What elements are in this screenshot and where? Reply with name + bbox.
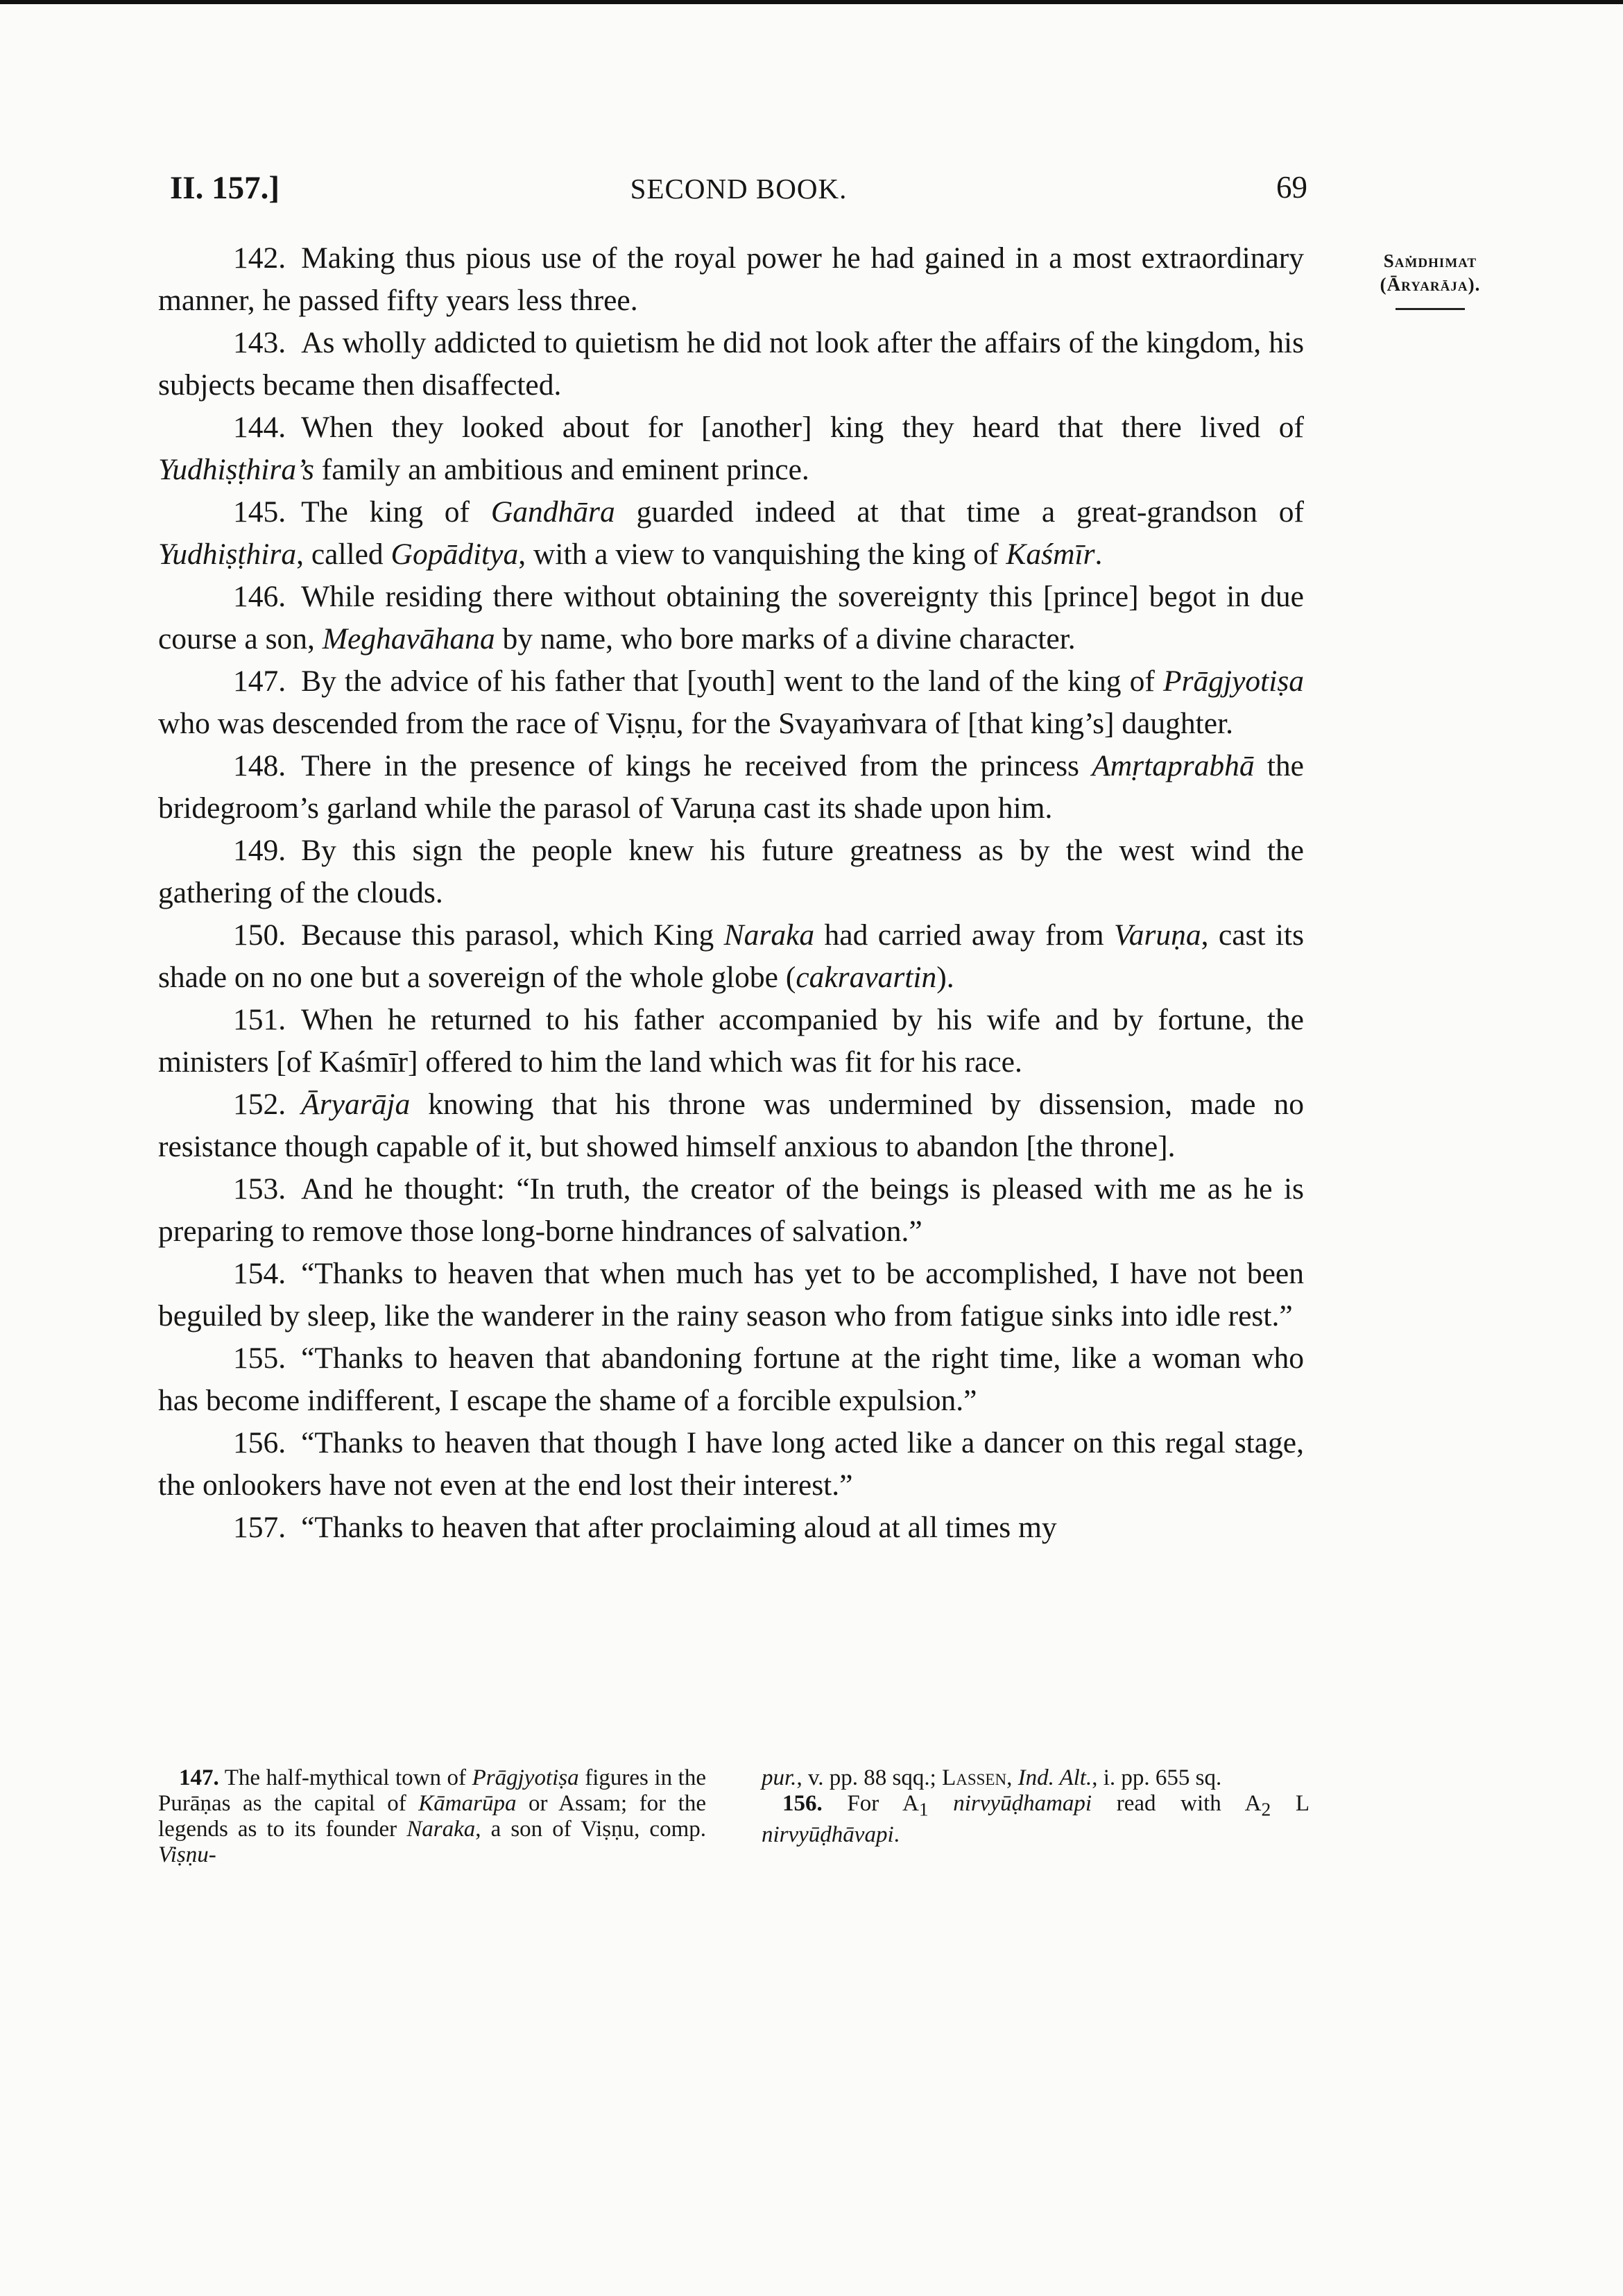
verse-text: By the advice of his father that [youth] went to the land of the king of Prāgjyotiṣa who was descended from the race of Viṣṇu, for the Svayaṁvara of [that king’s] daughter. <box>158 665 1304 740</box>
verse-number: 145. <box>233 495 286 529</box>
verse-number: 154. <box>233 1257 286 1290</box>
margin-note-alias: (Āryarāja). <box>1380 273 1481 295</box>
verse-number: 148. <box>233 749 286 782</box>
verse-paragraph <box>158 914 1304 999</box>
verse-number: 155. <box>233 1342 286 1375</box>
verse-text: And he thought: “In truth, the creator of the beings is pleased with me as he is preparing to remove those long-borne hindrances of salvation.” <box>158 1172 1304 1248</box>
verse-text: The king of Gandhāra guarded indeed at that time a great-grandson of Yudhiṣṭhira, called Gopāditya, with a view to vanquishing the king of Kaśmīr. <box>158 495 1304 571</box>
verse-paragraph <box>158 830 1304 914</box>
verse-text: There in the presence of kings he received from the princess Amṛtaprabhā the bridegroom’s garland while the parasol of Varuṇa cast its shade upon him. <box>158 749 1304 825</box>
verse-text: “Thanks to heaven that abandoning fortune at the right time, like a woman who has become indifferent, I escape the shame of a forcible expulsion.” <box>158 1342 1304 1417</box>
footnotes-left-column <box>158 1765 706 1868</box>
book-title: SECOND BOOK. <box>630 173 848 205</box>
footnote: 156. For $A_1$ nirvyūḍhamapi read with $A_2$ L nirvyūḍhāvapi. <box>762 1791 1309 1847</box>
top-border <box>0 0 1623 4</box>
verse-text: By this sign the people knew his future greatness as by the west wind the gathering of the clouds. <box>158 834 1304 909</box>
verse-number: 149. <box>233 834 286 867</box>
verse-paragraph <box>158 406 1304 491</box>
verse-number: 157. <box>233 1511 286 1544</box>
verse-text: Āryarāja knowing that his throne was undermined by dissension, made no resistance though capable of it, but showed himself anxious to abandon [the throne]. <box>158 1088 1304 1163</box>
verse-paragraph <box>158 491 1304 576</box>
verse-text: When they looked about for [another] king they heard that there lived of Yudhiṣṭhira’s family an ambitious and eminent prince. <box>158 411 1304 486</box>
verse-paragraph <box>158 322 1304 406</box>
verse-number: 150. <box>233 918 286 952</box>
footnotes-right-column <box>762 1765 1309 1868</box>
verse-number: 151. <box>233 1003 286 1036</box>
margin-note <box>1361 250 1500 310</box>
verse-text: “Thanks to heaven that though I have long acted like a dancer on this regal stage, the onlookers have not even at the end lost their interest.” <box>158 1426 1304 1502</box>
verse-text: “Thanks to heaven that after proclaiming aloud at all times my <box>301 1511 1057 1544</box>
footnote: 147. The half-mythical town of Prāgjyotiṣa figures in the Purāṇas as the capital of Kāmarūpa or Assam; for the legends as to its founder Naraka, a son of Viṣṇu, comp. Viṣṇu- <box>158 1765 707 1867</box>
verse-paragraph <box>158 1507 1304 1549</box>
verse-paragraph <box>158 237 1304 322</box>
margin-note-name: Saṁdhimat <box>1383 250 1477 271</box>
footnotes <box>158 1765 1309 1868</box>
footnote: pur., v. pp. 88 sqq.; Lassen, Ind. Alt., i. pp. 655 sq. <box>762 1765 1222 1790</box>
verse-number: 153. <box>233 1172 286 1206</box>
verse-paragraph <box>158 745 1304 830</box>
verse-number: 147. <box>233 665 286 698</box>
verse-paragraph <box>158 660 1304 745</box>
verse-paragraph <box>158 1083 1304 1168</box>
verse-number: 144. <box>233 411 286 444</box>
verse-paragraph <box>158 576 1304 660</box>
page-number: 69 <box>1276 170 1307 205</box>
verse-number: 146. <box>233 580 286 613</box>
verse-text: Making thus pious use of the royal power he had gained in a most extraordinary manner, he passed fifty years less three. <box>158 241 1304 317</box>
section-reference: II. 157.] <box>170 170 280 206</box>
verse-text: “Thanks to heaven that when much has yet to be accomplished, I have not been beguiled by sleep, like the wanderer in the rainy season who from fatigue sinks into idle rest.” <box>158 1257 1304 1333</box>
verse-number: 142. <box>233 241 286 275</box>
verse-text: When he returned to his father accompanied by his wife and by fortune, the ministers [of Kaśmīr] offered to him the land which was fit for his race. <box>158 1003 1304 1079</box>
verse-paragraph <box>158 1168 1304 1253</box>
verse-paragraph <box>158 1253 1304 1337</box>
running-header <box>170 169 1307 218</box>
verse-text: While residing there without obtaining the sovereignty this [prince] begot in due course a son, Meghavāhana by name, who bore marks of a divine character. <box>158 580 1304 656</box>
verse-paragraph <box>158 1422 1304 1507</box>
verse-number: 152. <box>233 1088 286 1121</box>
main-text <box>158 237 1304 1549</box>
margin-note-rule <box>1396 308 1465 310</box>
verse-text: As wholly addicted to quietism he did not look after the affairs of the kingdom, his subjects became then disaffected. <box>158 326 1304 402</box>
verse-paragraph <box>158 999 1304 1083</box>
verse-number: 156. <box>233 1426 286 1459</box>
verse-text: Because this parasol, which King Naraka had carried away from Varuṇa, cast its shade on no one but a sovereign of the whole globe (cakravartin). <box>158 918 1304 994</box>
verse-paragraph <box>158 1337 1304 1422</box>
verse-number: 143. <box>233 326 286 359</box>
